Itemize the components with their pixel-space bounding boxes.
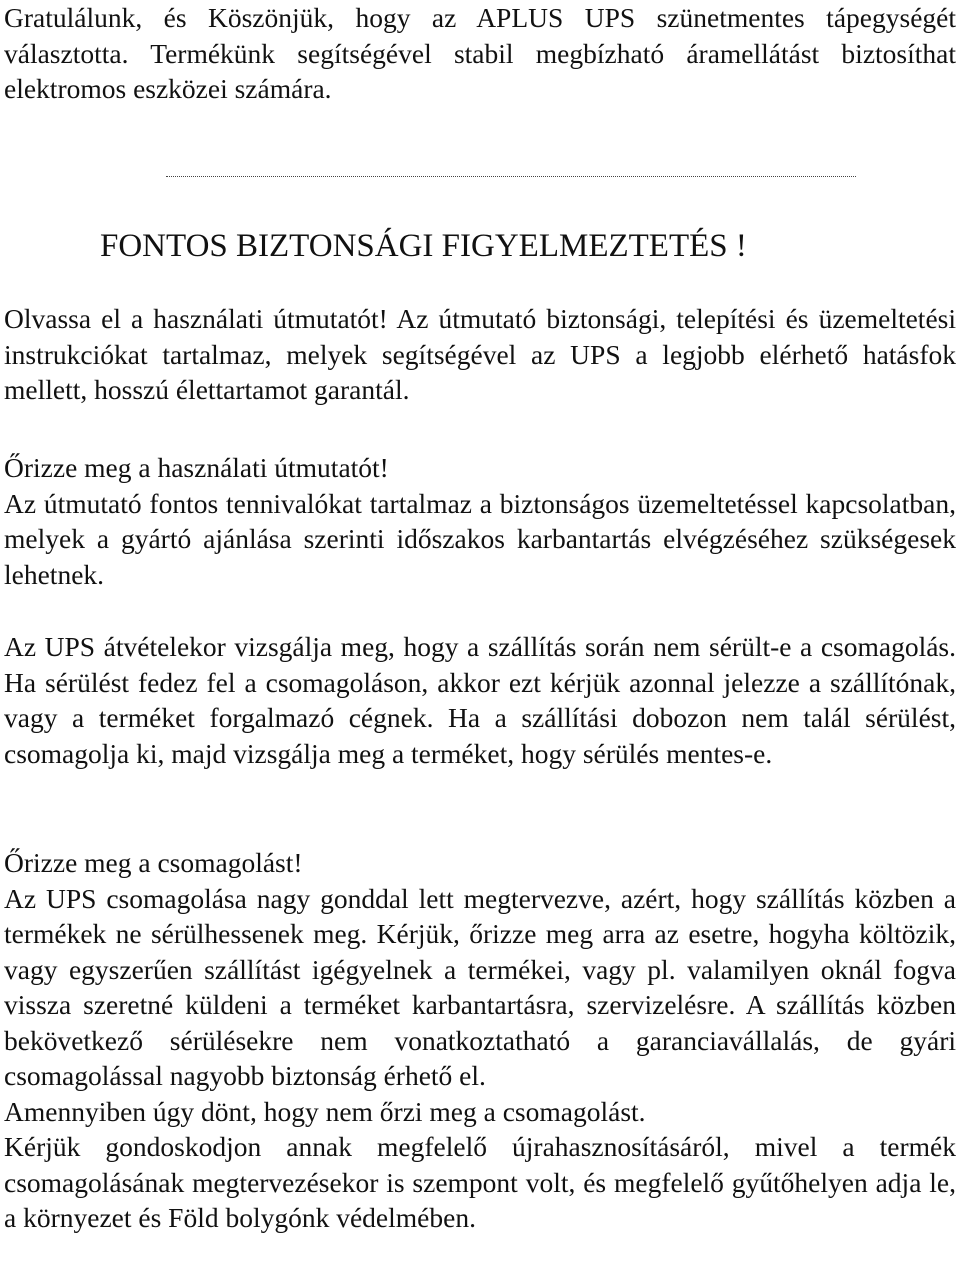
keep-packaging-section xyxy=(4,845,956,1236)
keep-manual-section xyxy=(4,450,956,592)
inspection-paragraph: Az UPS átvételekor vizsgálja meg, hogy a szállítás során nem sérült-e a csomagolás. Ha sérülést fedez fel a csomagoláson, akkor ezt kérjük azonnal jelezze a szállítónak, vagy a terméket forgalmazó cégnek. Ha a szállítási dobozon nem talál sérülést, csomagolja ki, majd vizsgálja meg a terméket, hogy sérülés mentes-e. xyxy=(4,631,956,769)
discard-packaging-paragraph: Kérjük gondoskodjon annak megfelelő újrahasznosításáról, mivel a termék csomagolásának megtervezésekor is szempont volt, és megfelelő gyűtőhelyen adja le, a környezet és Föld bolygónk védelmében. xyxy=(4,1131,956,1233)
document-page xyxy=(4,0,956,107)
discard-packaging-heading: Amennyiben úgy dönt, hogy nem őrzi meg a csomagolást. xyxy=(4,1095,646,1127)
read-manual-section xyxy=(4,301,956,408)
keep-packaging-paragraph: Az UPS csomagolása nagy gonddal lett megtervezve, azért, hogy szállítás közben a termékek ne sérülhessenek meg. Kérjük, őrizze meg arra az esetre, hogyha költözik, vagy egyszerűen szállítást igégyelnek a termékei, vagy pl. valamilyen oknál fogva vissza szeretné küldeni a terméket karbantartásra, szervizelésre. A szállítás közben bekövetkező sérülésekre nem vonatkoztatható a garanciavállalás, de gyári csomagolással nagyobb biztonság érhető el. xyxy=(4,882,956,1091)
inspection-section xyxy=(4,629,956,771)
dotted-separator xyxy=(166,176,856,177)
keep-manual-heading: Őrizze meg a használati útmutatót! xyxy=(4,452,389,483)
warning-title: FONTOS BIZTONSÁGI FIGYELMEZTETÉS ! xyxy=(100,228,747,264)
keep-manual-paragraph: Az útmutató fontos tennivalókat tartalmaz a biztonságos üzemeltetéssel kapcsolatban, melyek a gyártó ajánlása szerinti időszakos karbantartás elvégzéséhez szükségesek lehetnek. xyxy=(4,487,956,590)
read-manual-paragraph: Olvassa el a használati útmutatót! Az útmutató biztonsági, telepítési és üzemeltetési instrukciókat tartalmaz, melyek segítségével az UPS a legjobb elérhető hatásfok mellett, hosszú élettartamot garantál. xyxy=(4,303,956,405)
keep-packaging-heading: Őrizze meg a csomagolást! xyxy=(4,847,303,878)
intro-paragraph: Gratulálunk, és Köszönjük, hogy az APLUS UPS szünetmentes tápegységét választotta. Termékünk segítségével stabil megbízható áramellátást biztosíthat elektromos eszközei számára. xyxy=(4,2,956,104)
